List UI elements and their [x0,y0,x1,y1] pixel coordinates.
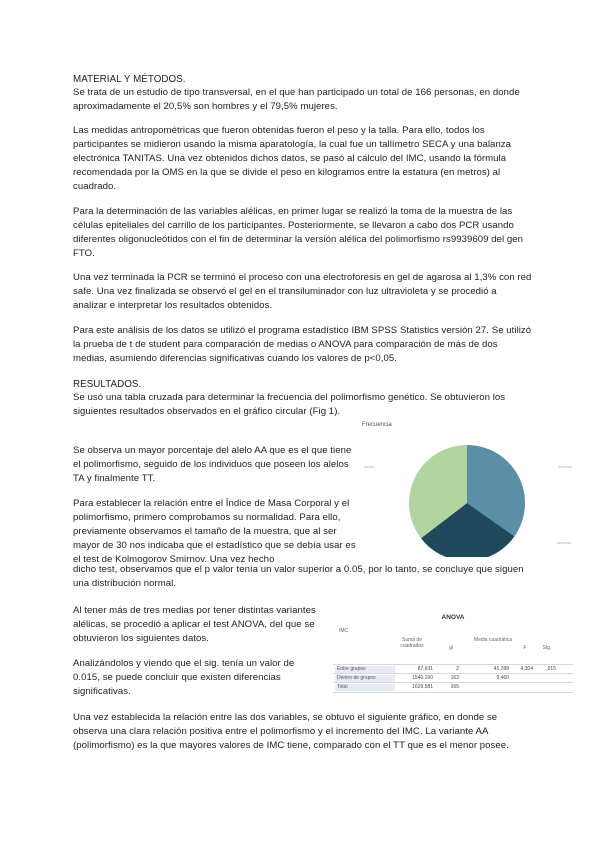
anova-header-sig: Sig. [542,645,552,651]
results-paragraph-3b: dicho test, observamos que el p valor tenía un valor superior a 0.05, por lo tanto, se concluye que siguen una distribución normal. [73,564,524,589]
anova-cell: 9,460 [496,675,509,681]
anova-header [333,637,573,663]
material-paragraph-1: Se trata de un estudio de tipo transversal, en el que han participado un total de 166 personas, en donde aproximadamente el 20,5% son hombres y el 79,5% mujeres. [73,87,520,112]
material-heading: MATERIAL Y MÉTODOS. [73,74,186,85]
results-paragraph-4: Al tener más de tres medias por tener distintas variantes alélicas, se procedió a aplicar el test ANOVA, del que se obtuvieron los siguientes datos. [73,605,316,644]
anova-table [333,612,573,690]
material-paragraph-4: Una vez terminada la PCR se terminó el proceso con una electroforesis en gel de agarosa al 1,3% con red safe. Una vez finalizada se observó el gel en el transiluminador con luz ultravioleta y se procedió a analizar e interpretar los resultados obtenidos. [73,272,532,311]
anova-variable: IMC [339,628,349,634]
anova-header-df: gl [449,645,453,651]
results-paragraph-6: Una vez establecida la relación entre las dos variables, se obtuvo el siguiente gráfico, en donde se observa una clara relación positiva entre el polimorfismo y el incremento del IMC. La variante AA (polimorfismo) es la que mayores valores de IMC tiene, comparado con el TT que es el menor posee. [73,712,509,751]
anova-cell: 1629,581 [412,684,433,690]
anova-title: ANOVA [441,614,465,621]
results-paragraph-3a: Para establecer la relación entre el Índice de Masa Corporal y el polimorfismo, primero comprobamos su normalidad. Para ello, previamente observamos el tamaño de la muestra, que al ser mayor de 30 nos indicaba que el estadístico que se debía usar es el test de Kolmogorov Smirnov. Una vez hecho [73,498,356,565]
anova-cell: 165 [450,684,459,690]
material-paragraph-5: Para este análisis de los datos se utilizó el programa estadístico IBM SPSS Statistics versión 27. Se utilizó la prueba de t de student para comparación de medias o ANOVA para comparación de más de dos medias, asumiendo diferencias significativas cuando los valores de p<0,05. [73,325,532,364]
anova-row-label: Total [335,684,395,691]
anova-cell: 1540,150 [412,675,433,681]
anova-row [333,682,573,693]
material-paragraph-2: Las medidas antropométricas que fueron obtenidas fueron el peso y la talla. Para ello, todos los participantes se midieron usando la misma aparatología, la cual fue un tallímetro SECA y una balanza electrónica TANITAS. Una vez obtenidos dichos datos, se pasó al cálculo del IMC, usando la fórmula recomendada por la OMS en la que se divide el peso en kilogramos entre la estatura (en metros) al cuadrado. [73,125,512,192]
pie-chart-svg [362,422,577,557]
anova-row-label: Dentro de grupos [335,675,395,682]
anova-cell: 87,631 [417,666,433,672]
results-heading: RESULTADOS. [73,379,142,390]
pie-chart-figure [362,422,577,557]
material-paragraph-3: Para la determinación de las variables alélicas, en primer lugar se realizó la toma de la muestra de las células epiteliales del carrillo de los participantes. Posteriormente, se llevaron a cabo dos PCR usando diferentes oligonucleótidos con el fin de determinar la versión alélica del polimorfismo rs9939609 del gen FTO. [73,206,524,259]
anova-header-ms: Media cuadrática [473,637,513,643]
pie-title: Frecuencia [362,422,392,428]
anova-cell: 4,304 [520,666,533,672]
anova-cell: 41,788 [493,666,509,672]
anova-cell: ,015 [546,666,556,672]
anova-header-f: F [523,645,527,651]
results-paragraph-1: Se usó una tabla cruzada para determinar la frecuencia del polimorfismo genético. Se obtuvieron los siguientes resultados observados en el gráfico circular (Fig 1). [73,392,506,417]
anova-cell: 2 [456,666,459,672]
anova-row-label: Entre grupos [335,666,395,673]
results-paragraph-5: Analizándolos y viendo que el sig. tenía un valor de 0.015, se puede concluir que existen diferencias significativas. [73,658,295,697]
anova-header-ss: Suma de cuadrados [400,637,424,649]
results-paragraph-2: Se observa un mayor porcentaje del alelo AA que es el que tiene el polimorfismo, seguido de los individuos que poseen los alelos TA y finalmente TT. [73,445,352,484]
anova-cell: 163 [450,675,459,681]
